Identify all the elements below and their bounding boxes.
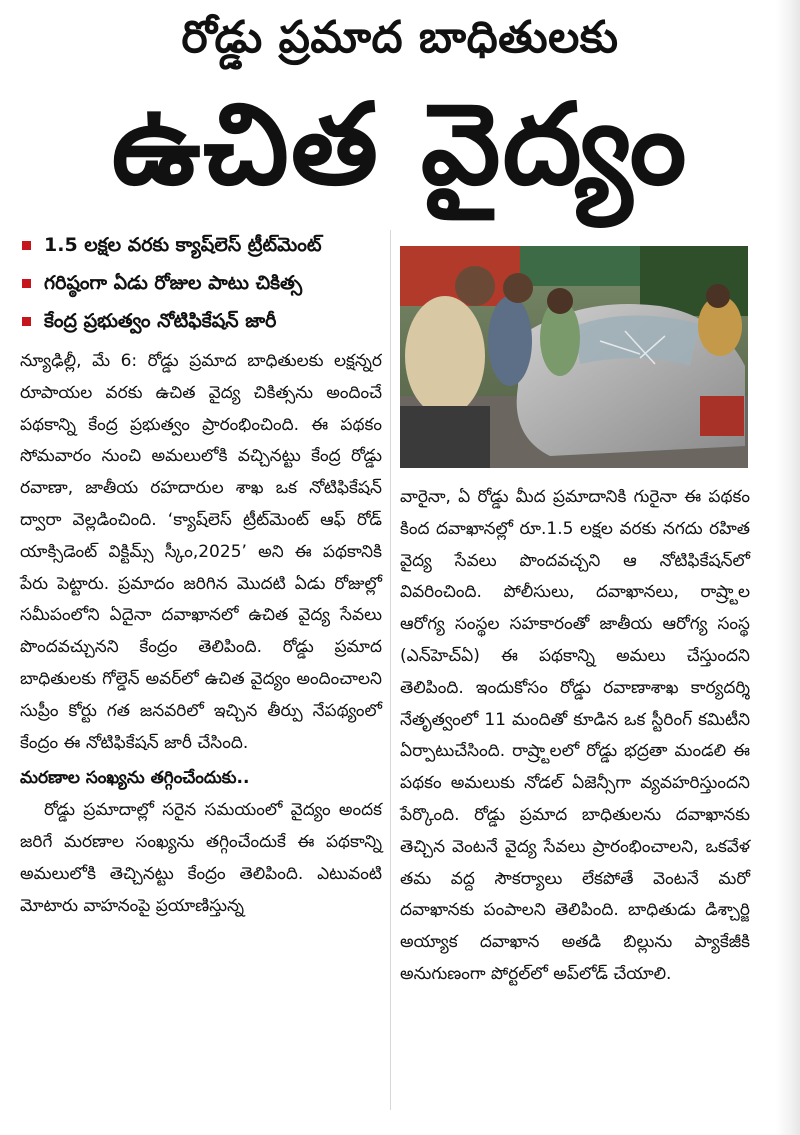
kicker-headline: రోడ్డు ప్రమాద బాధితులకు [181,12,619,63]
accident-car-photo-icon [400,246,748,468]
subheading: మరణాల సంఖ్యను తగ్గించేందుకు.. [20,768,250,789]
article-column-2 [400,482,750,991]
paragraph: న్యూఢిల్లీ, మే 6: రోడ్డు ప్రమాద బాధితులకు లక్షన్నర రూపాయల వరకు ఉచిత వైద్య చికిత్సను అందించే పథకాన్ని కేంద్ర ప్రభుత్వం ప్రారంభించింది. ఈ పథకం సోమవారం నుంచి అమలులోకి వచ్చినట్టు కేంద్ర రోడ్డు రవాణా, జాతీయ రహదారుల శాఖ ఒక నోటిఫికేషన్ ద్వారా వెల్లడించింది. ‘క్యాష్‌లెస్ ట్రీట్‌మెంట్ ఆఫ్ రోడ్ యాక్సిడెంట్ విక్టిమ్స్ స్కీం,2025’ అని ఈ పథకానికి పేరు పెట్టారు. ప్రమాదం జరిగిన మొదటి ఏడు రోజుల్లో సమీపంలోని ఏదైనా దవాఖానలో ఉచిత వైద్య సేవలు పొందవచ్చునని కేంద్రం తెలిపింది. రోడ్డు ప్రమాద బాధితులకు గోల్డెన్ అవర్‌లో ఉచిత వైద్యం అందించాలని సుప్రీం కోర్టు గత జనవరిలో ఇచ్చిన తీర్పు నేపథ్యంలో కేంద్రం ఈ నోటిఫికేషన్ జారీ చేసింది. [20,351,382,753]
page-edge-shadow [776,0,800,1135]
article-column-1 [20,346,382,922]
column-divider [390,230,391,1110]
bullet-item: కేంద్ర ప్రభుత్వం నోటిఫికేషన్ జారీ [20,302,400,340]
bullet-item: గరిష్ఠంగా ఏడు రోజుల పాటు చికిత్స [20,264,400,302]
main-headline: ఉచిత వైద్యం [111,80,689,210]
accident-photo [400,246,748,468]
bullet-item: 1.5 లక్షల వరకు క్యాష్‌లెస్ ట్రీట్‌మెంట్ [20,226,400,264]
highlight-bullets [20,226,400,340]
paragraph: రోడ్డు ప్రమాదాల్లో సరైన సమయంలో వైద్యం అందక జరిగే మరణాల సంఖ్యను తగ్గించేందుకే ఈ పథకాన్ని అమలులోకి తెచ్చినట్టు కేంద్రం తెలిపింది. ఎటువంటి మోటారు వాహనంపై ప్రయాణిస్తున్న [20,800,382,916]
paragraph: వారైనా, ఏ రోడ్డు మీద ప్రమాదానికి గురైనా ఈ పథకం కింద దవాఖానల్లో రూ.1.5 లక్షల వరకు నగదు రహిత వైద్య సేవలు పొందవచ్చని ఆ నోటిఫికేషన్‌లో వివరించింది. పోలీసులు, దవాఖానలు, రాష్ర్టాల ఆరోగ్య సంస్థల సహకారంతో జాతీయ ఆరోగ్య సంస్థ (ఎన్‌హెచ్‌ఏ) ఈ పథకాన్ని అమలు చేస్తుందని తెలిపింది. ఇందుకోసం రోడ్డు రవాణాశాఖ కార్యదర్శి నేతృత్వంలో 11 మందితో కూడిన ఒక స్టీరింగ్ కమిటీని ఏర్పాటుచేసింది. రాష్ర్టాలలో రోడ్డు భద్రతా మండలి ఈ పథకం అమలుకు నోడల్ ఏజెన్సీగా వ్యవహరిస్తుందని పేర్కొంది. రోడ్డు ప్రమాద బాధితులను దవాఖానకు తెచ్చిన వెంటనే వైద్య సేవలు ప్రారంభించాలని, ఒకవేళ తమ వద్ద సౌకర్యాలు లేకపోతే వెంటనే మరో దవాఖానకు పంపాలని తెలిపింది. బాధితుడు డిశ్చార్జి అయ్యాక దవాఖాన అతడి బిల్లును ప్యాకేజీకి అనుగుణంగా పోర్టల్‌లో అప్‌లోడ్ చేయాలి. [400,487,750,984]
